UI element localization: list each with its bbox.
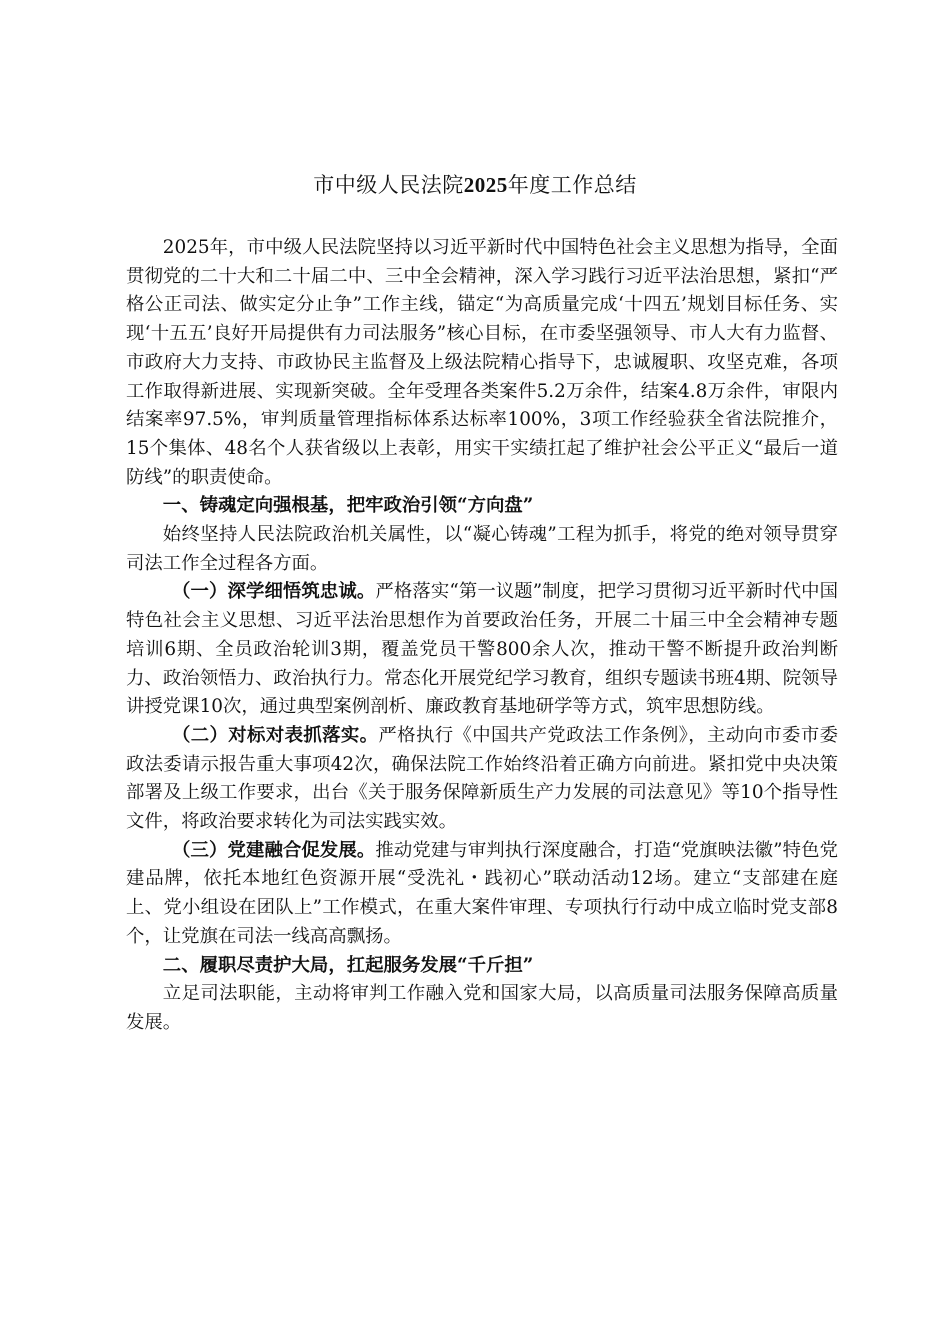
document-body xyxy=(126,234,838,1038)
section-1-sub-3-text: 推动党建与审判执行深度融合，打造“党旗映法徽”特色党建品牌，依托本地红色资源开展“受洗礼・践初心”联动活动12场。建立“支部建在庭上、党小组设在团队上”工作模式，在重大案件审理、专项执行行动中成立临时党支部8个，让党旗在司法一线高高飘扬。 xyxy=(126,839,838,947)
section-1-sub-1-title: （一）深学细悟筑忠诚。 xyxy=(172,581,376,603)
title-prefix: 市中级人民法院 xyxy=(313,173,464,197)
title-year: 2025 xyxy=(463,173,508,197)
section-1-sub-1-paragraph xyxy=(126,578,838,722)
section-1-sub-3-title: （三）党建融合促发展。 xyxy=(172,839,376,861)
section-1-sub-3-paragraph xyxy=(126,837,838,952)
section-1-sub-2-text: 严格执行《中国共产党政法工作条例》，主动向市委市委政法委请示报告重大事项42次，确保法院工作始终沿着正确方向前进。紧扣党中央决策部署及上级工作要求，出台《关于服务保障新质生产力发展的司法意见》等10个指导性文件，将政治要求转化为司法实践实效。 xyxy=(126,724,838,833)
intro-paragraph: 2025年，市中级人民法院坚持以习近平新时代中国特色社会主义思想为指导，全面贯彻党的二十大和二十届二中、三中全会精神，深入学习践行习近平法治思想，紧扣“严格公正司法、做实定分止争”工作主线，锚定“为高质量完成‘十四五’规划目标任务、实现‘十五五’良好开局提供有力司法服务”核心目标，在市委坚强领导、市人大有力监督、市政府大力支持、市政协民主监督及上级法院精心指导下，忠诚履职、攻坚克难，各项工作取得新进展、实现新突破。全年受理各类案件5.2万余件，结案4.8万余件，审限内结案率97.5%，审判质量管理指标体系达标率100%，3项工作经验获全省法院推介，15个集体、48名个人获省级以上表彰，用实干实绩扛起了维护社会公平正义“最后一道防线”的职责使命。 xyxy=(126,237,838,488)
section-1-sub-1-text: 严格落实“第一议题”制度，把学习贯彻习近平新时代中国特色社会主义思想、习近平法治思想作为首要政治任务，开展二十届三中全会精神专题培训6期、全员政治轮训3期，覆盖党员干警800余人次，推动干警不断提升政治判断力、政治领悟力、政治执行力。常态化开展党纪学习教育，组织专题读书班4期、院领导讲授党课10次，通过典型案例剖析、廉政教育基地研学等方式，筑牢思想防线。 xyxy=(126,581,838,718)
document-title xyxy=(0,170,950,200)
section-1-sub-2-paragraph xyxy=(126,722,838,837)
section-2-lead-paragraph: 立足司法职能，主动将审判工作融入党和国家大局，以高质量司法服务保障高质量发展。 xyxy=(126,983,838,1033)
section-1-sub-2-title: （二）对标对表抓落实。 xyxy=(172,724,379,746)
section-2-heading: 二、履职尽责护大局，扛起服务发展“千斤担” xyxy=(162,954,534,976)
section-1-heading: 一、铸魂定向强根基，把牢政治引领“方向盘” xyxy=(162,495,534,517)
section-1-lead-paragraph: 始终坚持人民法院政治机关属性，以“凝心铸魂”工程为抓手，将党的绝对领导贯穿司法工作全过程各方面。 xyxy=(126,524,838,574)
title-suffix: 年度工作总结 xyxy=(507,173,637,197)
